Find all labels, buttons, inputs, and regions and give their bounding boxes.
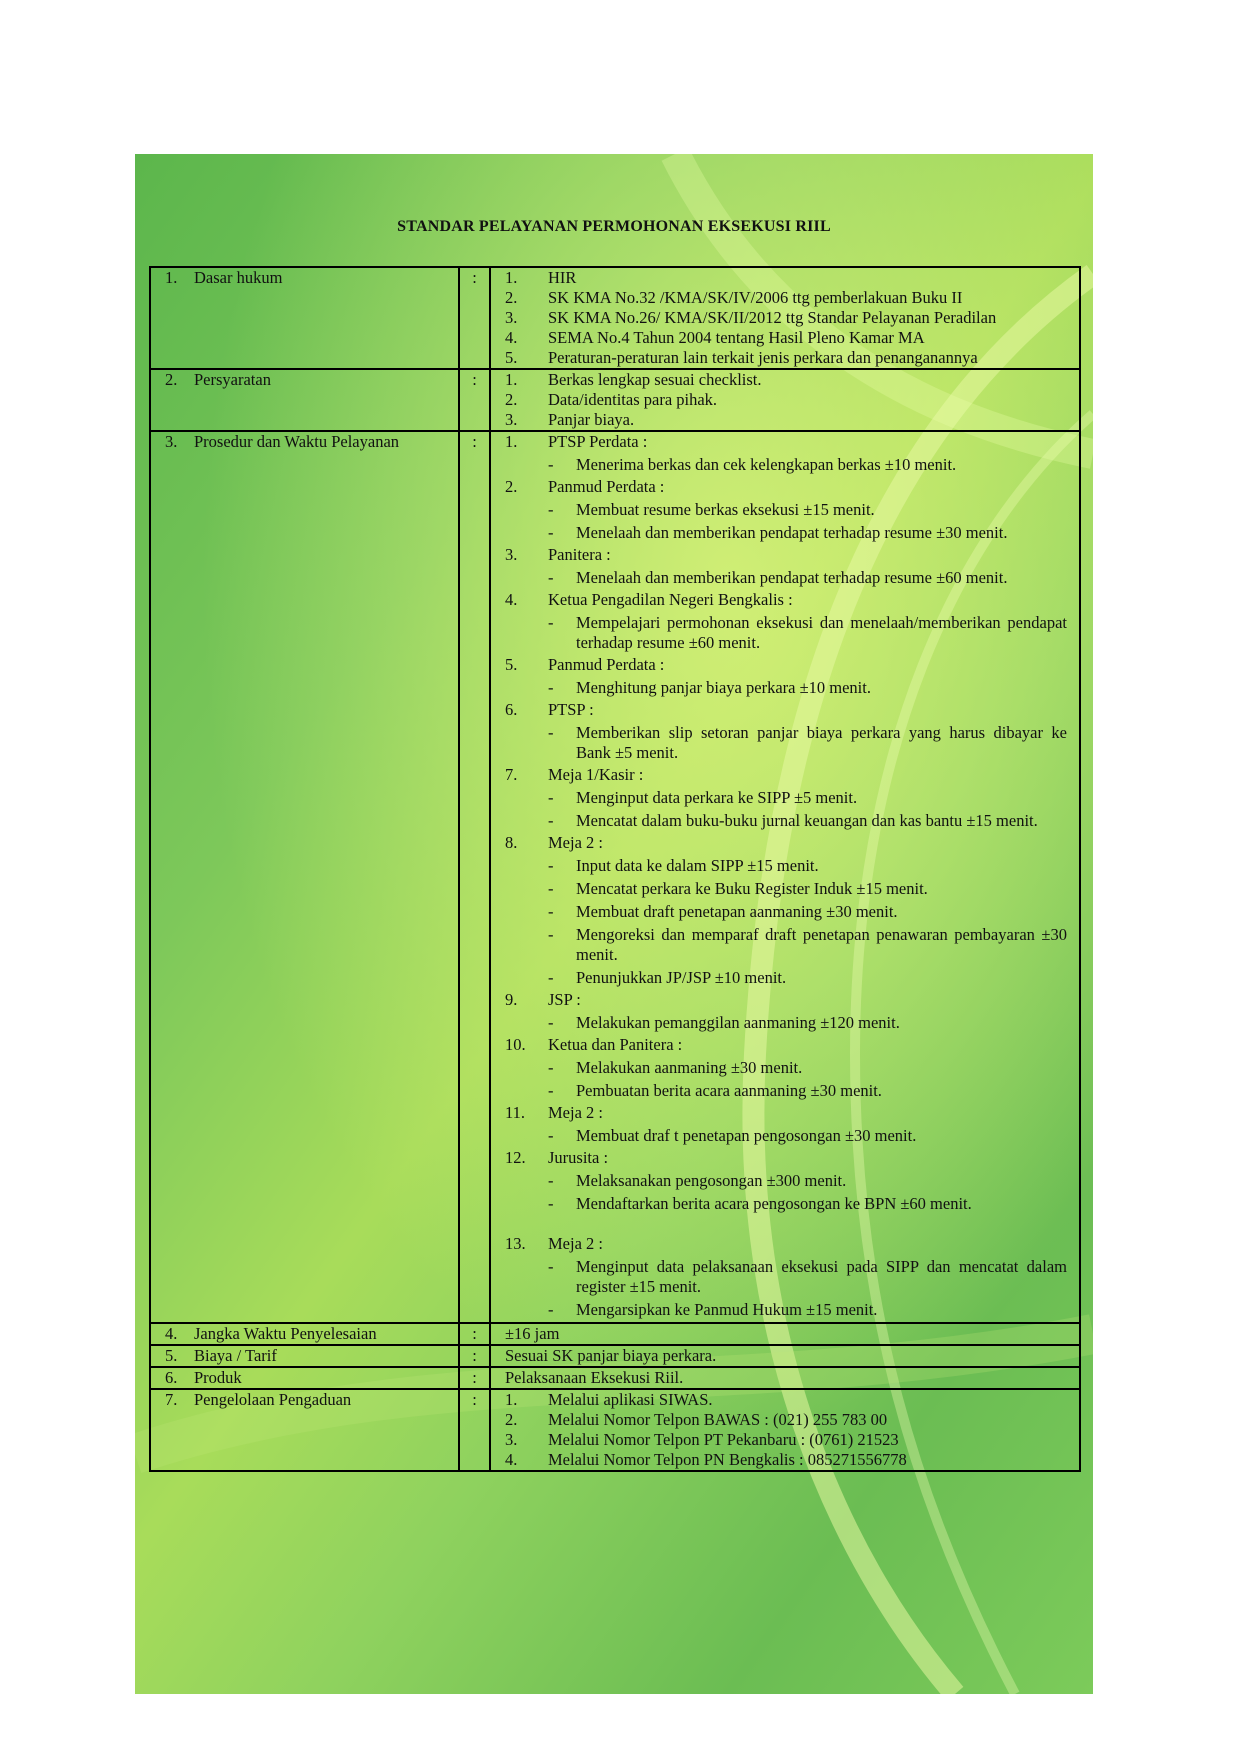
procedure-step: 3. Panitera : (505, 545, 611, 564)
green-background-panel (135, 154, 1093, 1694)
procedure-substep: - Mengoreksi dan memparaf draft penetapan penawaran pembayaran ±30 menit. (548, 925, 1067, 964)
table-row-pengaduan: 7. Pengelolaan Pengaduan : 1. Melalui aplikasi SIWAS. 2. Melalui Nomor Telpon BAWAS : (021) 255 783 00 3. Melalui Nomor Telpon PT Pekanbaru : (0761) 21523 4. Melalui Nomor Telpon PN Bengkalis : 085271556778 (150, 1389, 1080, 1471)
table-row-biaya: 5. Biaya / Tarif : Sesuai SK panjar biaya perkara. (150, 1345, 1080, 1367)
separator-colon: : (472, 1390, 477, 1409)
list-item: 2. Data/identitas para pihak. (505, 390, 718, 409)
procedure-substep: - Melakukan pemanggilan aanmaning ±120 menit. (548, 1013, 900, 1032)
bullet-dash: - (548, 925, 554, 944)
procedure-substep: - Penunjukkan JP/JSP ±10 menit. (548, 968, 787, 987)
list-item: 1. HIR (505, 268, 577, 287)
procedure-step: 12. Jurusita : (505, 1148, 609, 1167)
list-item: 3. Panjar biaya. (505, 410, 635, 429)
list-item: 4. Melalui Nomor Telpon PN Bengkalis : 085271556778 (505, 1450, 907, 1469)
bullet-dash: - (548, 788, 554, 807)
row-label: Produk (194, 1368, 242, 1387)
list-item: 2. Melalui Nomor Telpon BAWAS : (021) 255 783 00 (505, 1410, 888, 1429)
procedure-substep: - Mendaftarkan berita acara pengosongan ke BPN ±60 menit. (548, 1194, 972, 1213)
row-label: Biaya / Tarif (194, 1346, 277, 1365)
procedure-step: 10. Ketua dan Panitera : (505, 1035, 683, 1054)
procedure-substep: - Input data ke dalam SIPP ±15 menit. (548, 856, 819, 875)
separator-colon: : (472, 268, 477, 287)
bullet-dash: - (548, 968, 554, 987)
procedure-substep: - Menelaah dan memberikan pendapat terhadap resume ±60 menit. (548, 568, 1008, 587)
procedure-substep: - Menerima berkas dan cek kelengkapan berkas ±10 menit. (548, 455, 957, 474)
procedure-step: 7. Meja 1/Kasir : (505, 765, 644, 784)
bullet-dash: - (548, 568, 554, 587)
procedure-substep: - Menelaah dan memberikan pendapat terhadap resume ±30 menit. (548, 523, 1008, 542)
procedure-substep: - Membuat resume berkas eksekusi ±15 menit. (548, 500, 875, 519)
procedure-substep: - Membuat draft penetapan aanmaning ±30 menit. (548, 902, 898, 921)
list-item: 4. SEMA No.4 Tahun 2004 tentang Hasil Pleno Kamar MA (505, 328, 925, 347)
procedure-steps (490, 431, 1080, 1323)
row-value: Pelaksanaan Eksekusi Riil. (505, 1368, 684, 1387)
row-label: Dasar hukum (194, 268, 283, 287)
bullet-dash: - (548, 1081, 554, 1100)
list-item: 1. Melalui aplikasi SIWAS. (505, 1390, 713, 1409)
bullet-dash: - (548, 811, 554, 830)
list-item: 3. SK KMA No.26/ KMA/SK/II/2012 ttg Standar Pelayanan Peradilan (505, 308, 997, 327)
procedure-step: 2. Panmud Perdata : (505, 477, 665, 496)
table-row-produk: 6. Produk : Pelaksanaan Eksekusi Riil. (150, 1367, 1080, 1389)
list-item: 2. SK KMA No.32 /KMA/SK/IV/2006 ttg pemberlakuan Buku II (505, 288, 963, 307)
procedure-substep: - Pembuatan berita acara aanmaning ±30 menit. (548, 1081, 882, 1100)
spacer (491, 1216, 1067, 1234)
row-value: Sesuai SK panjar biaya perkara. (505, 1346, 717, 1365)
bullet-dash: - (548, 678, 554, 697)
separator-colon: : (472, 370, 477, 389)
procedure-step: 8. Meja 2 : (505, 833, 603, 852)
row-label: Pengelolaan Pengaduan (194, 1390, 352, 1409)
page-title: STANDAR PELAYANAN PERMOHONAN EKSEKUSI RIIL (397, 218, 831, 235)
separator-colon: : (472, 1324, 477, 1343)
bullet-dash: - (548, 613, 554, 632)
procedure-step: 6. PTSP : (505, 700, 594, 719)
procedure-substep: - Mempelajari permohonan eksekusi dan menelaah/memberikan pendapat terhadap resume ±60 menit. (548, 613, 1067, 652)
procedure-step: 5. Panmud Perdata : (505, 655, 665, 674)
bullet-dash: - (548, 879, 554, 898)
table-row-prosedur: 3. Prosedur dan Waktu Pelayanan : 1. PTSP Perdata : - Menerima berkas dan cek kelengkapan berkas ±10 menit. 2. Panmud Perdata : - Membuat resume berkas eksekusi ±15 menit. - Menelaah dan memberikan pendapat terhadap resume ±30 menit. 3. Panitera : - Menelaah dan memberikan pendapat terhadap resume ±60 menit. 4. Ketua Pengadilan Negeri Bengkalis : - Mempelajari permohonan eksekusi dan menelaah/memberikan pendapat terhadap resume ±60 menit. 5. Panmud Perdata : - Menghitung panjar biaya perkara ±10 menit. 6. PTSP : - Memberikan slip setoran panjar biaya perkara yang harus dibayar ke Bank ±5 menit. 7. Meja 1/Kasir : - Menginput data perkara ke SIPP ±5 menit. - Mencatat dalam buku-buku jurnal keuangan dan kas bantu ±15 menit. 8. Meja 2 : - Input data ke dalam SIPP ±15 menit. - Mencatat perkara ke Buku Register Induk ±15 menit. - Membuat draft penetapan aanmaning ±30 menit. - Mengoreksi dan memparaf draft penetapan penawaran pembayaran ±30 menit. - Penunjukkan JP/JSP ±10 menit. 9. JSP : - Melakukan pemanggilan aanmaning ±120 menit. 10. Ketua dan Panitera : - Melakukan aanmaning ±30 menit. - Pembuatan berita acara aanmaning ±30 menit. 11. Meja 2 : - Membuat draf t penetapan pengosongan ±30 menit. 12. Jurusita : - Melaksanakan pengosongan ±300 menit. - Mendaftarkan berita acara pengosongan ke BPN ±60 menit. 13. Meja 2 : - Menginput data pelaksanaan eksekusi pada SIPP dan mencatat dalam register ±15 menit. - Mengarsipkan ke Panmud Hukum ±15 menit. (150, 431, 1080, 1323)
row-label: Jangka Waktu Penyelesaian (194, 1324, 377, 1343)
bullet-dash: - (548, 1058, 554, 1077)
service-standard-table (149, 266, 1081, 1472)
procedure-step: 4. Ketua Pengadilan Negeri Bengkalis : (505, 590, 793, 609)
bullet-dash: - (548, 902, 554, 921)
row-value: ±16 jam (505, 1324, 560, 1343)
bullet-dash: - (548, 500, 554, 519)
list-item: 1. Berkas lengkap sesuai checklist. (505, 370, 762, 389)
procedure-substep: - Melaksanakan pengosongan ±300 menit. (548, 1171, 847, 1190)
list-item: 3. Melalui Nomor Telpon PT Pekanbaru : (0761) 21523 (505, 1430, 899, 1449)
separator-colon: : (472, 1368, 477, 1387)
bullet-dash: - (548, 723, 554, 742)
bullet-dash: - (548, 856, 554, 875)
bullet-dash: - (548, 1171, 554, 1190)
procedure-substep: - Menginput data perkara ke SIPP ±5 menit. (548, 788, 858, 807)
procedure-substep: - Melakukan aanmaning ±30 menit. (548, 1058, 803, 1077)
bullet-dash: - (548, 455, 554, 474)
procedure-substep: - Mengarsipkan ke Panmud Hukum ±15 menit. (548, 1300, 878, 1319)
separator-colon: : (472, 1346, 477, 1365)
procedure-substep: - Memberikan slip setoran panjar biaya perkara yang harus dibayar ke Bank ±5 menit. (548, 723, 1067, 762)
procedure-substep: - Menghitung panjar biaya perkara ±10 menit. (548, 678, 871, 697)
table-row-dasar-hukum: 1. Dasar hukum : 1. HIR 2. SK KMA No.32 /KMA/SK/IV/2006 ttg pemberlakuan Buku II 3. SK KMA No.26/ KMA/SK/II/2012 ttg Standar Pelayanan Peradilan 4. SEMA No.4 Tahun 2004 tentang Hasil Pleno Kamar MA 5. Peraturan-peraturan lain terkait jenis perkara dan penanganannya (150, 267, 1080, 369)
procedure-substep: - Menginput data pelaksanaan eksekusi pada SIPP dan mencatat dalam register ±15 menit. (548, 1257, 1067, 1296)
procedure-substep: - Membuat draf t penetapan pengosongan ±30 menit. (548, 1126, 917, 1145)
bullet-dash: - (548, 1257, 554, 1276)
procedure-step: 13. Meja 2 : (505, 1234, 603, 1253)
bullet-dash: - (548, 523, 554, 542)
bullet-dash: - (548, 1300, 554, 1319)
table-row-persyaratan: 2. Persyaratan : 1. Berkas lengkap sesuai checklist. 2. Data/identitas para pihak. 3. Panjar biaya. (150, 369, 1080, 431)
row-label: Persyaratan (194, 370, 271, 389)
table-row-jangka-waktu: 4. Jangka Waktu Penyelesaian : ±16 jam (150, 1323, 1080, 1345)
procedure-step: 11. Meja 2 : (505, 1103, 603, 1122)
procedure-substep: - Mencatat dalam buku-buku jurnal keuangan dan kas bantu ±15 menit. (548, 811, 1038, 830)
row-label: Prosedur dan Waktu Pelayanan (194, 432, 400, 451)
list-item: 5. Peraturan-peraturan lain terkait jenis perkara dan penanganannya (505, 348, 978, 367)
bullet-dash: - (548, 1013, 554, 1032)
bullet-dash: - (548, 1126, 554, 1145)
procedure-step: 9. JSP : (505, 990, 581, 1009)
procedure-step: 1. PTSP Perdata : (505, 432, 648, 451)
bullet-dash: - (548, 1194, 554, 1213)
procedure-substep: - Mencatat perkara ke Buku Register Induk ±15 menit. (548, 879, 928, 898)
separator-colon: : (472, 432, 477, 451)
